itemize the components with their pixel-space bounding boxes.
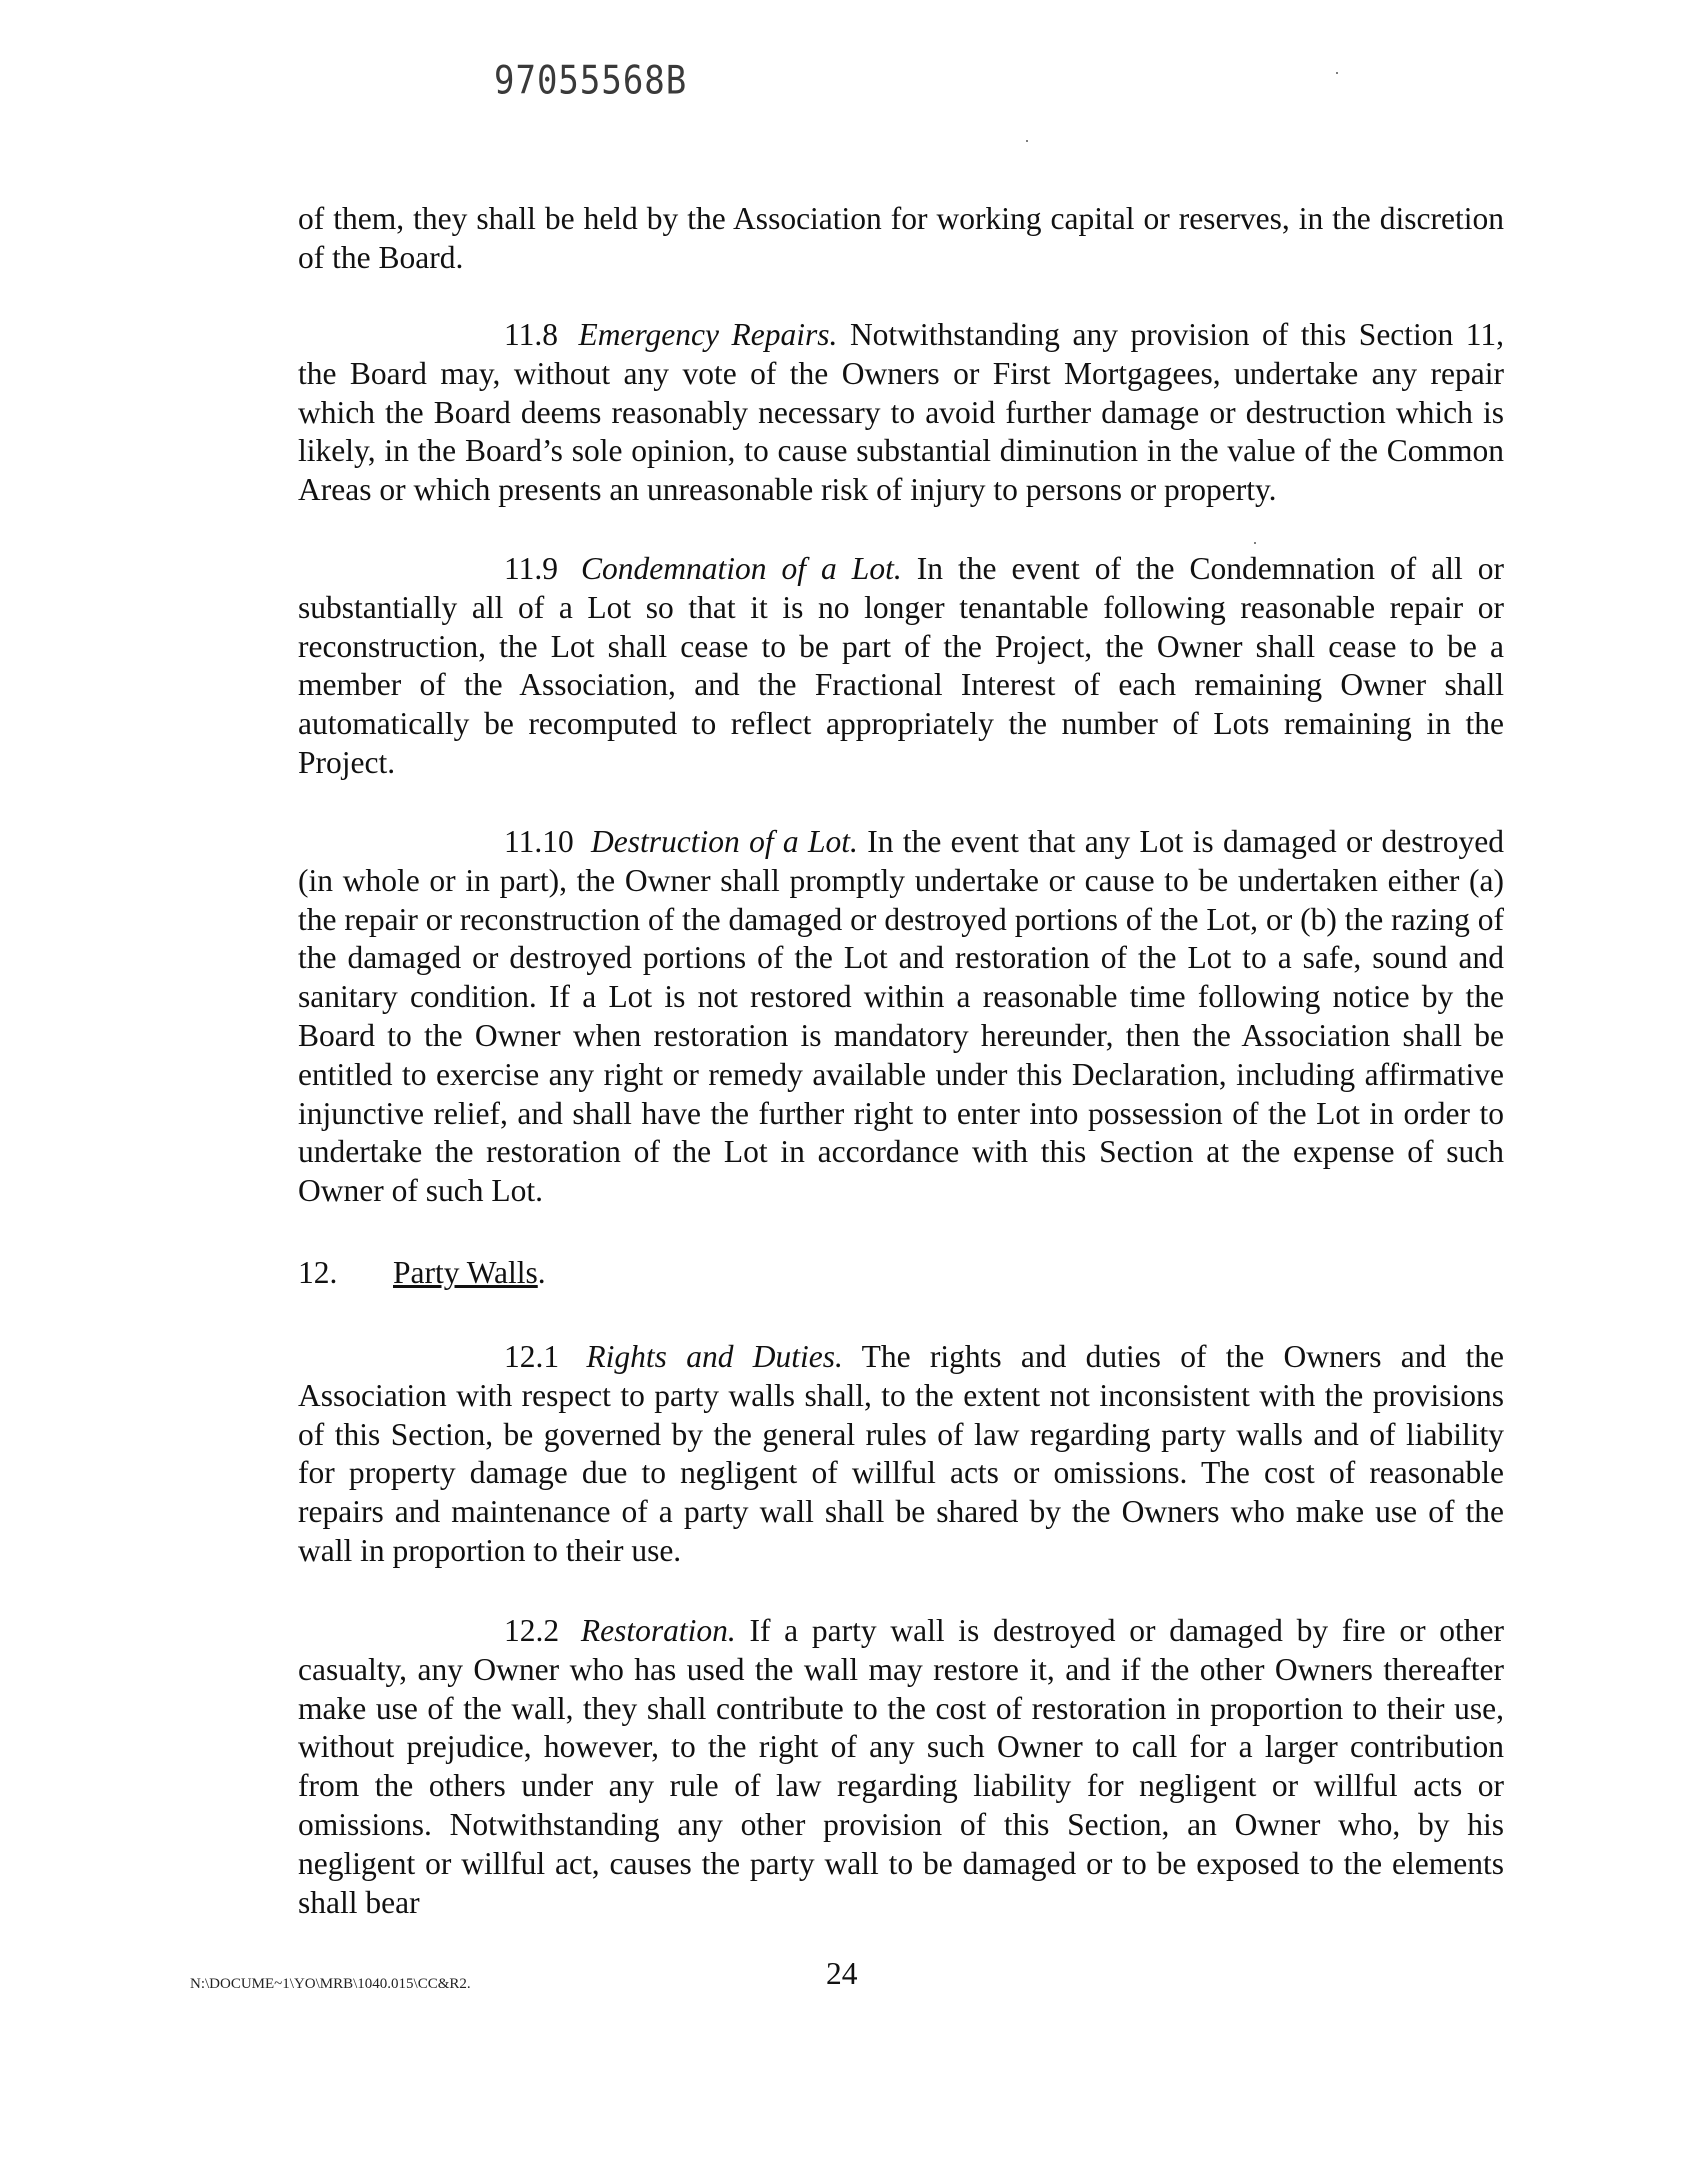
section-12-1 (298, 1338, 1504, 1571)
section-title: Destruction of a Lot. (591, 824, 858, 859)
section-body: The rights and duties of the Owners and the Association with respect to party walls shall, to the extent not inconsistent with the provisions of this Section, be governed by the general rules of law regarding party walls and of liability for property damage due to negligent of willful acts or omissions. The cost of reasonable repairs and maintenance of a party wall shall be shared by the Owners who make use of the wall in proportion to their use. (298, 1339, 1504, 1568)
section-title: Emergency Repairs. (578, 317, 838, 352)
page-number: 24 (826, 1956, 858, 1991)
section-body: Notwithstanding any provision of this Section 11, the Board may, without any vote of the Owners or First Mortgagees, undertake any repair which the Board deems reasonably necessary to avoid further damage or destruction which is likely, in the Board’s sole opinion, to cause substantial diminution in the value of the Common Areas or which presents an unreasonable risk of injury to persons or property. (298, 317, 1505, 508)
scan-speck (1254, 542, 1256, 544)
document-stamp: 97055568B (494, 58, 688, 104)
scan-speck (1026, 140, 1028, 142)
heading-number: 12. (298, 1255, 338, 1290)
section-12-2 (298, 1612, 1504, 1922)
section-11-10 (298, 823, 1504, 1211)
section-title: Restoration. (580, 1613, 736, 1648)
section-number: 12.1 (504, 1339, 560, 1374)
section-number: 11.10 (504, 824, 574, 859)
section-body: In the event of the Condemnation of all or substantially all of a Lot so that it is no longer tenantable following reasonable repair or reconstruction, the Lot shall cease to be part of the Project, the Owner shall cease to be a member of the Association, and the Fractional Interest of each remaining Owner shall automatically be recomputed to reflect appropriately the number of Lots remaining in the Project. (298, 551, 1505, 780)
section-11-9 (298, 550, 1504, 783)
heading-suffix: . (537, 1255, 546, 1290)
section-number: 12.2 (504, 1613, 560, 1648)
heading-title: Party Walls (393, 1255, 538, 1290)
section-number: 11.9 (504, 551, 558, 586)
section-body: If a party wall is destroyed or damaged by fire or other casualty, any Owner who has used the wall may restore it, and if the other Owners thereafter make use of the wall, they shall contribute to the cost of restoration in proportion to their use, without prejudice, however, to the right of any such Owner to call for a larger contribution from the others under any rule of law regarding liability for negligent or willful acts or omissions. Notwithstanding any other provision of this Section, an Owner who, by his negligent or willful act, causes the party wall to be damaged or to be exposed to the elements shall bear (298, 1613, 1505, 1920)
section-body: In the event that any Lot is damaged or destroyed (in whole or in part), the Owner shall promptly undertake or cause to be undertaken either (a) the repair or reconstruction of the damaged or destroyed portions of the Lot, or (b) the razing of the damaged or destroyed portions of the Lot and restoration of the Lot to a safe, sound and sanitary condition. If a Lot is not restored within a reasonable time following notice by the Board to the Owner when restoration is mandatory hereunder, then the Association shall be entitled to exercise any right or remedy available under this Declaration, including affirmative injunctive relief, and shall have the further right to enter into possession of the Lot in order to undertake the restoration of the Lot in accordance with this Section at the expense of such Owner of such Lot. (298, 824, 1504, 1209)
section-11-8 (298, 316, 1504, 510)
footer-file-path: N:\DOCUME~1\YO\MRB\1040.015\CC&R2. (190, 1976, 471, 1992)
section-number: 11.8 (504, 317, 558, 352)
scan-speck (1336, 72, 1338, 74)
section-title: Condemnation of a Lot. (581, 551, 902, 586)
section-12-heading (298, 1254, 546, 1293)
section-title: Rights and Duties. (586, 1339, 843, 1374)
continuation-paragraph: of them, they shall be held by the Association for working capital or reserves, in the discretion of the Board. (298, 201, 1504, 275)
